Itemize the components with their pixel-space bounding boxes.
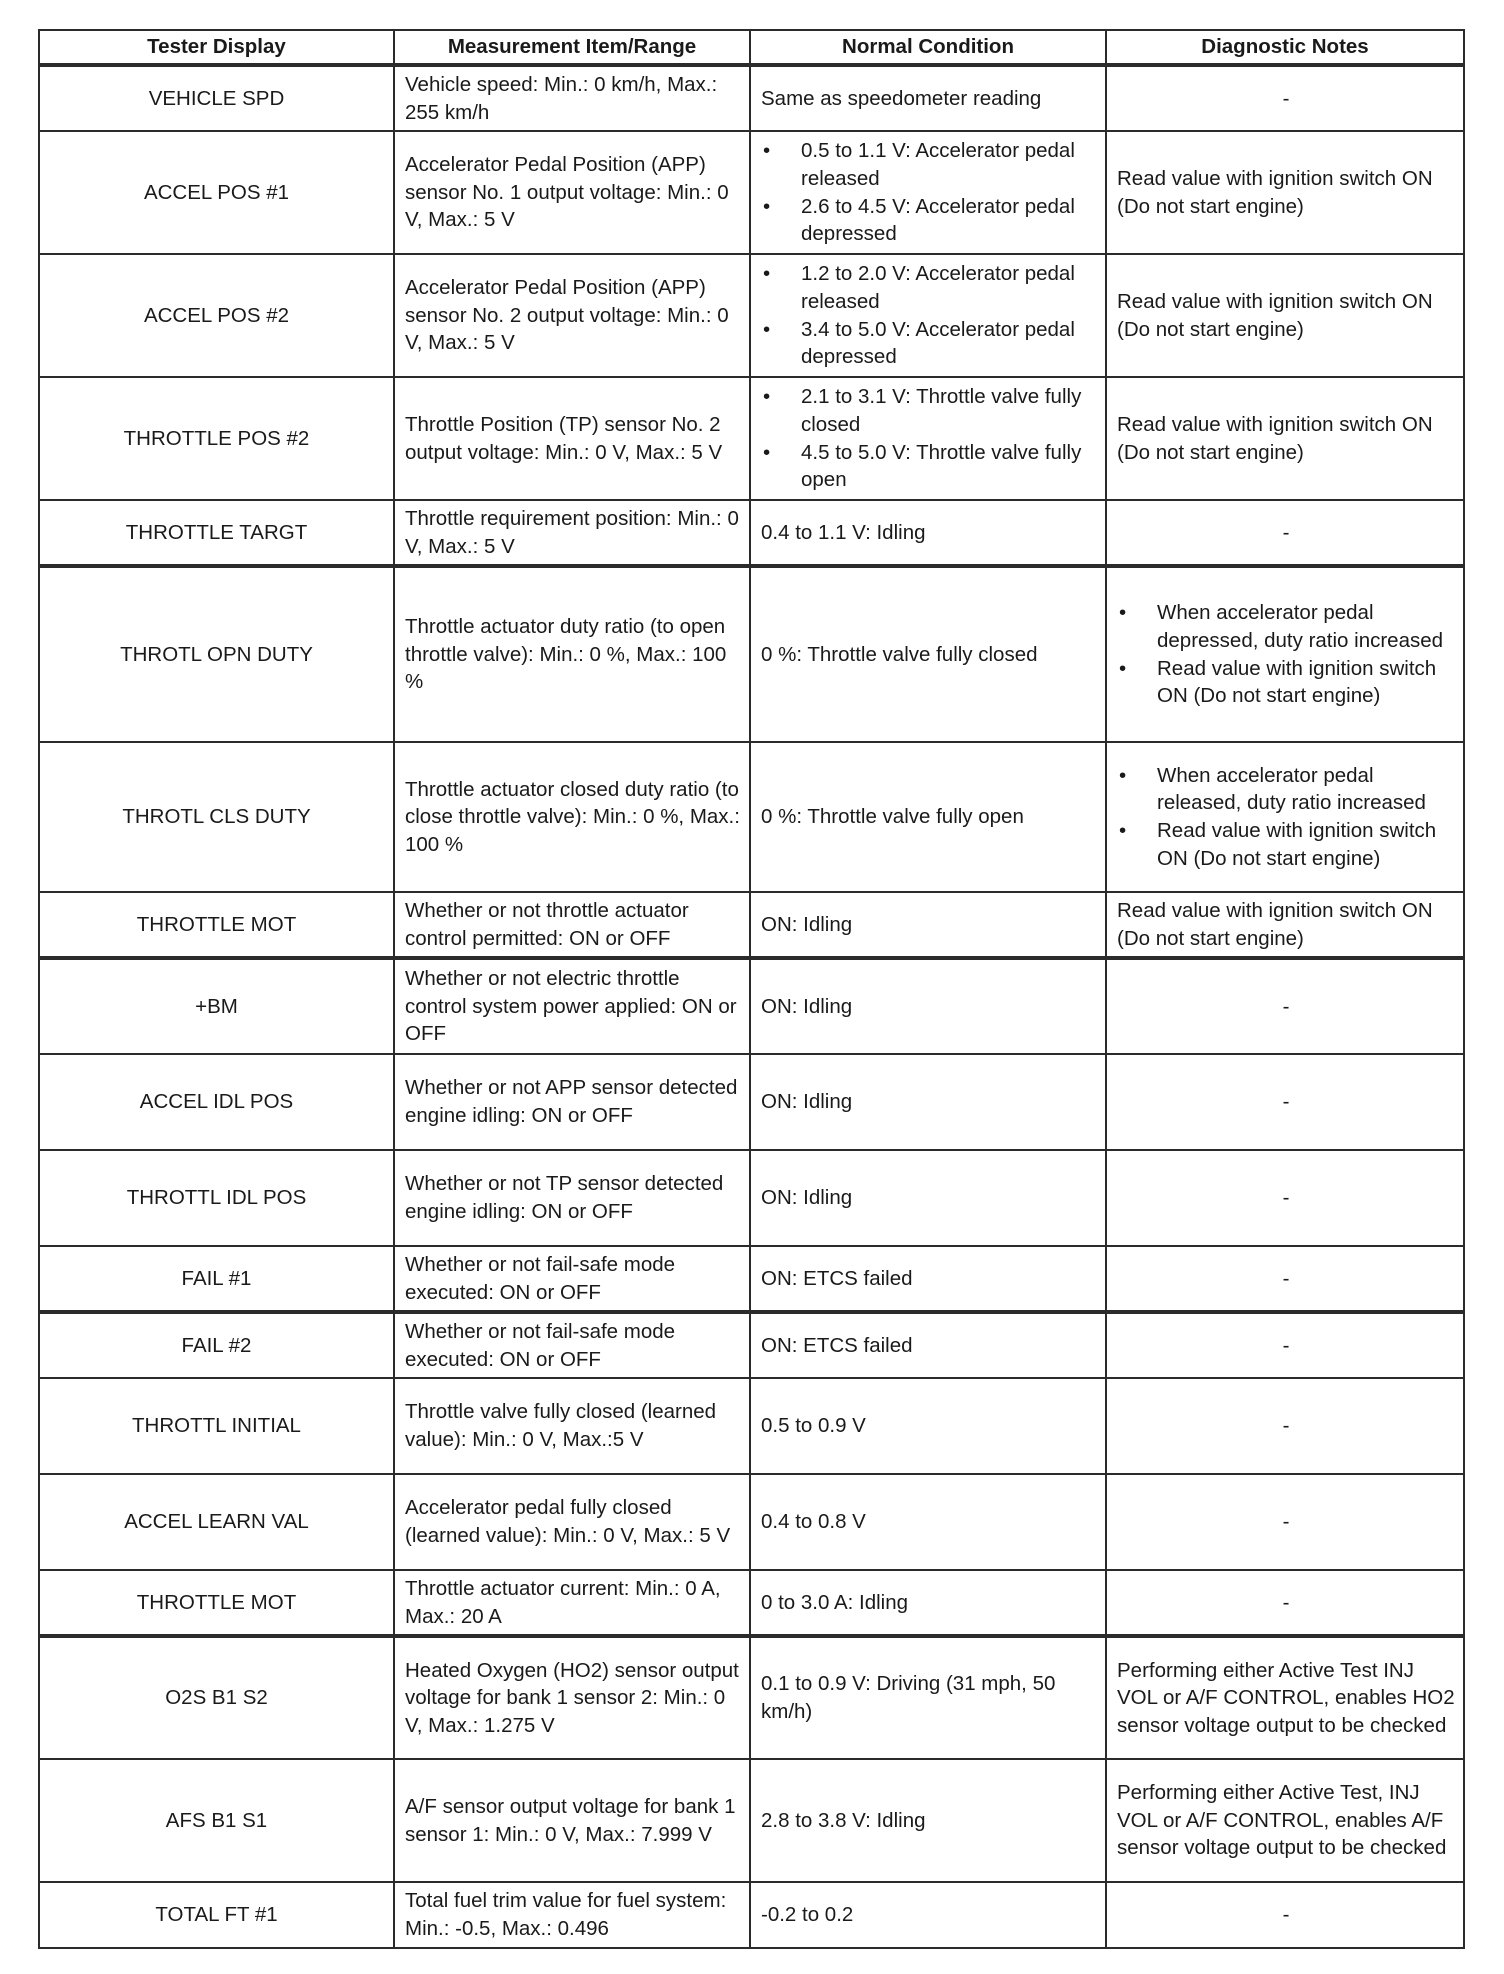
cell-tester-display: AFS B1 S1 [39,1759,394,1882]
cell-tester-display: ACCEL LEARN VAL [39,1474,394,1570]
cell-normal-condition: 0.1 to 0.9 V: Driving (31 mph, 50 km/h) [750,1636,1106,1759]
cell-normal-condition: ON: Idling [750,1150,1106,1246]
cell-measurement-item: Throttle actuator duty ratio (to open throttle valve): Min.: 0 %, Max.: 100 % [394,566,750,742]
cell-tester-display: THROTTLE MOT [39,892,394,958]
cell-normal-condition: 0.5 to 0.9 V [750,1378,1106,1474]
table-row [39,1474,1464,1570]
cell-measurement-item: Whether or not APP sensor detected engine idling: ON or OFF [394,1054,750,1150]
cell-normal-condition: 0.4 to 0.8 V [750,1474,1106,1570]
cell-tester-display: TOTAL FT #1 [39,1882,394,1948]
cell-diagnostic-notes: Performing either Active Test INJ VOL or A/F CONTROL, enables HO2 sensor voltage output to be checked [1106,1636,1464,1759]
cell-measurement-item: Whether or not throttle actuator control permitted: ON or OFF [394,892,750,958]
condition-list-item: • 2.6 to 4.5 V: Accelerator pedal depressed [761,193,1097,248]
table-row [39,958,1464,1054]
cell-measurement-item: A/F sensor output voltage for bank 1 sensor 1: Min.: 0 V, Max.: 7.999 V [394,1759,750,1882]
condition-list-item: • 3.4 to 5.0 V: Accelerator pedal depressed [761,316,1097,371]
cell-tester-display: THROTL CLS DUTY [39,742,394,892]
condition-list [761,260,1097,370]
cell-measurement-item: Throttle actuator current: Min.: 0 A, Max.: 20 A [394,1570,750,1636]
cell-measurement-item: Accelerator pedal fully closed (learned value): Min.: 0 V, Max.: 5 V [394,1474,750,1570]
table-row [39,1246,1464,1312]
cell-diagnostic-notes: - [1106,1312,1464,1378]
cell-measurement-item: Accelerator Pedal Position (APP) sensor No. 2 output voltage: Min.: 0 V, Max.: 5 V [394,254,750,377]
cell-tester-display: THROTTLE MOT [39,1570,394,1636]
cell-normal-condition: ON: Idling [750,958,1106,1054]
cell-tester-display: THROTTL IDL POS [39,1150,394,1246]
cell-diagnostic-notes: Read value with ignition switch ON (Do not start engine) [1106,377,1464,500]
notes-list-item: • Read value with ignition switch ON (Do not start engine) [1117,655,1459,710]
table-row [39,1150,1464,1246]
cell-measurement-item: Vehicle speed: Min.: 0 km/h, Max.: 255 km/h [394,65,750,131]
notes-list [1117,599,1459,709]
cell-normal-condition: Same as speedometer reading [750,65,1106,131]
table-row [39,131,1464,254]
cell-tester-display: FAIL #1 [39,1246,394,1312]
cell-normal-condition: ON: ETCS failed [750,1312,1106,1378]
header-normal-condition: Normal Condition [750,30,1106,65]
cell-normal-condition: ON: Idling [750,892,1106,958]
cell-normal-condition: ON: ETCS failed [750,1246,1106,1312]
condition-list-item: • 0.5 to 1.1 V: Accelerator pedal released [761,137,1097,192]
cell-tester-display: O2S B1 S2 [39,1636,394,1759]
header-diagnostic-notes: Diagnostic Notes [1106,30,1464,65]
table-row [39,1882,1464,1948]
cell-measurement-item: Whether or not fail-safe mode executed: ON or OFF [394,1312,750,1378]
tester-data-table [38,29,1465,1949]
cell-normal-condition [750,377,1106,500]
cell-measurement-item: Whether or not electric throttle control system power applied: ON or OFF [394,958,750,1054]
cell-tester-display: THROTTLE TARGT [39,500,394,566]
cell-tester-display: ACCEL POS #1 [39,131,394,254]
cell-diagnostic-notes: - [1106,958,1464,1054]
cell-measurement-item: Throttle actuator closed duty ratio (to close throttle valve): Min.: 0 %, Max.: 100 % [394,742,750,892]
table-row [39,500,1464,566]
table-body [39,65,1464,1948]
cell-normal-condition [750,254,1106,377]
table-row [39,1570,1464,1636]
cell-tester-display: ACCEL IDL POS [39,1054,394,1150]
cell-diagnostic-notes [1106,566,1464,742]
cell-diagnostic-notes: - [1106,1246,1464,1312]
notes-list-item: • Read value with ignition switch ON (Do not start engine) [1117,817,1459,872]
cell-normal-condition [750,131,1106,254]
cell-diagnostic-notes: Read value with ignition switch ON (Do not start engine) [1106,254,1464,377]
cell-normal-condition: 0 %: Throttle valve fully closed [750,566,1106,742]
cell-measurement-item: Throttle Position (TP) sensor No. 2 output voltage: Min.: 0 V, Max.: 5 V [394,377,750,500]
table-row [39,377,1464,500]
cell-diagnostic-notes: - [1106,1882,1464,1948]
cell-measurement-item: Whether or not fail-safe mode executed: ON or OFF [394,1246,750,1312]
cell-diagnostic-notes: - [1106,1054,1464,1150]
table-row [39,566,1464,742]
condition-list-item: • 1.2 to 2.0 V: Accelerator pedal released [761,260,1097,315]
notes-list-item: • When accelerator pedal depressed, duty ratio increased [1117,599,1459,654]
table-row [39,1378,1464,1474]
cell-tester-display: FAIL #2 [39,1312,394,1378]
table-row [39,1054,1464,1150]
cell-diagnostic-notes: - [1106,1150,1464,1246]
condition-list [761,383,1097,493]
tester-data-sheet [38,29,1463,1949]
cell-measurement-item: Total fuel trim value for fuel system: Min.: -0.5, Max.: 0.496 [394,1882,750,1948]
table-row [39,1312,1464,1378]
cell-normal-condition: 0 to 3.0 A: Idling [750,1570,1106,1636]
cell-diagnostic-notes: - [1106,65,1464,131]
cell-diagnostic-notes: - [1106,1474,1464,1570]
condition-list-item: • 4.5 to 5.0 V: Throttle valve fully open [761,439,1097,494]
condition-list-item: • 2.1 to 3.1 V: Throttle valve fully closed [761,383,1097,438]
cell-diagnostic-notes: - [1106,500,1464,566]
cell-measurement-item: Throttle requirement position: Min.: 0 V, Max.: 5 V [394,500,750,566]
notes-list [1117,762,1459,872]
header-measurement-item: Measurement Item/Range [394,30,750,65]
cell-tester-display: VEHICLE SPD [39,65,394,131]
cell-tester-display: +BM [39,958,394,1054]
cell-diagnostic-notes: Read value with ignition switch ON (Do not start engine) [1106,892,1464,958]
header-tester-display: Tester Display [39,30,394,65]
header-row [39,30,1464,65]
cell-diagnostic-notes: - [1106,1378,1464,1474]
cell-normal-condition: 0.4 to 1.1 V: Idling [750,500,1106,566]
condition-list [761,137,1097,247]
table-row [39,1636,1464,1759]
cell-diagnostic-notes: - [1106,1570,1464,1636]
cell-tester-display: ACCEL POS #2 [39,254,394,377]
cell-normal-condition: 2.8 to 3.8 V: Idling [750,1759,1106,1882]
table-row [39,742,1464,892]
table-row [39,254,1464,377]
table-row [39,892,1464,958]
cell-normal-condition: -0.2 to 0.2 [750,1882,1106,1948]
cell-diagnostic-notes: Read value with ignition switch ON (Do not start engine) [1106,131,1464,254]
cell-normal-condition: ON: Idling [750,1054,1106,1150]
cell-tester-display: THROTTLE POS #2 [39,377,394,500]
notes-list-item: • When accelerator pedal released, duty ratio increased [1117,762,1459,817]
cell-measurement-item: Accelerator Pedal Position (APP) sensor No. 1 output voltage: Min.: 0 V, Max.: 5 V [394,131,750,254]
cell-measurement-item: Whether or not TP sensor detected engine idling: ON or OFF [394,1150,750,1246]
cell-tester-display: THROTL OPN DUTY [39,566,394,742]
table-row [39,1759,1464,1882]
cell-tester-display: THROTTL INITIAL [39,1378,394,1474]
cell-diagnostic-notes [1106,742,1464,892]
cell-measurement-item: Throttle valve fully closed (learned value): Min.: 0 V, Max.:5 V [394,1378,750,1474]
cell-normal-condition: 0 %: Throttle valve fully open [750,742,1106,892]
cell-measurement-item: Heated Oxygen (HO2) sensor output voltage for bank 1 sensor 2: Min.: 0 V, Max.: 1.275 V [394,1636,750,1759]
cell-diagnostic-notes: Performing either Active Test, INJ VOL or A/F CONTROL, enables A/F sensor voltage output to be checked [1106,1759,1464,1882]
table-row [39,65,1464,131]
